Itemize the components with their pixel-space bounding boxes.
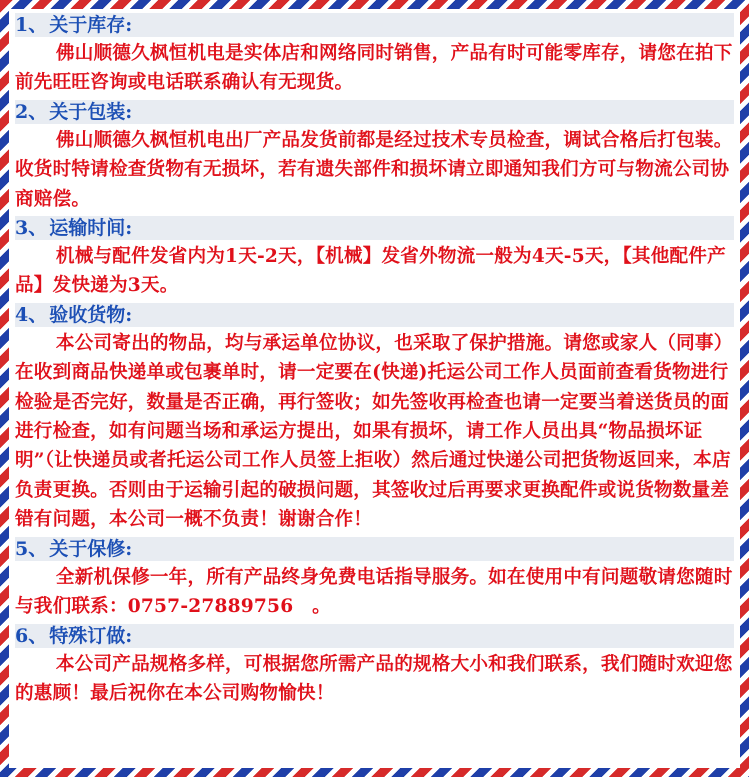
section-title: 关于包装:	[49, 100, 133, 123]
section-inspection	[15, 303, 734, 535]
section-number: 3、	[15, 217, 48, 240]
section-heading	[15, 303, 734, 327]
section-number: 5、	[15, 537, 48, 560]
section-number: 1、	[15, 14, 48, 36]
section-packaging	[15, 100, 734, 214]
section-number: 2、	[15, 100, 48, 123]
section-title: 运输时间:	[49, 217, 133, 240]
section-body: 本公司寄出的物品，均与承运单位协议，也采取了保护措施。请您或家人（同事）在收到商品快递单或包裹单时，请一定要在(快递)托运公司工作人员面前查看货物进行检验是否完好，数量是否正确，再行签收；如先签收再检查也请一定要当着送货员的面进行检查，如有问题当场和承运方提出，如果有损坏，请工作人员出具“物品损坏证明”（让快递员或者托运公司工作人员签上拒收）然后通过快递公司把货物返回来，本店负责更换。否则由于运输引起的破损问题，其签收过后再要求更换配件或说货物数量差错有问题，本公司一概不负责！谢谢合作！	[15, 332, 733, 531]
section-heading	[15, 537, 734, 561]
section-body: 佛山顺德久枫恒机电是实体店和网络同时销售，产品有时可能零库存，请您在拍下前先旺旺咨询或电话联系确认有无现货。	[15, 43, 733, 94]
section-custom-order	[15, 624, 734, 709]
section-heading	[15, 216, 734, 240]
section-inventory	[15, 13, 734, 98]
section-body: 佛山顺德久枫恒机电出厂产品发货前都是经过技术专员检查，调试合格后打包装。收货时特请检查货物有无损坏，若有遗失部件和损坏请立即通知我们方可与物流公司协商赔偿。	[15, 129, 733, 210]
section-body: 全新机保修一年，所有产品终身免费电话指导服务。如在使用中有问题敬请您随时与我们联系：0757-27889756 。	[15, 566, 733, 618]
section-body: 本公司产品规格多样，可根据您所需产品的规格大小和我们联系，我们随时欢迎您的惠顾！最后祝你在本公司购物愉快！	[15, 653, 733, 704]
section-heading	[15, 100, 734, 124]
section-heading	[15, 624, 734, 648]
section-heading	[15, 13, 734, 37]
section-title: 特殊订做:	[49, 624, 133, 647]
section-title: 验收货物:	[49, 303, 133, 326]
notice-panel	[9, 9, 740, 768]
section-title: 关于保修:	[49, 537, 133, 560]
section-number: 6、	[15, 624, 48, 647]
section-warranty	[15, 537, 734, 622]
section-number: 4、	[15, 303, 48, 326]
section-body: 机械与配件发省内为1天-2天，【机械】发省外物流一般为4天-5天，【其他配件产品】发快递为3天。	[15, 246, 726, 297]
section-shipping-time	[15, 216, 734, 301]
section-title: 关于库存:	[49, 14, 133, 36]
